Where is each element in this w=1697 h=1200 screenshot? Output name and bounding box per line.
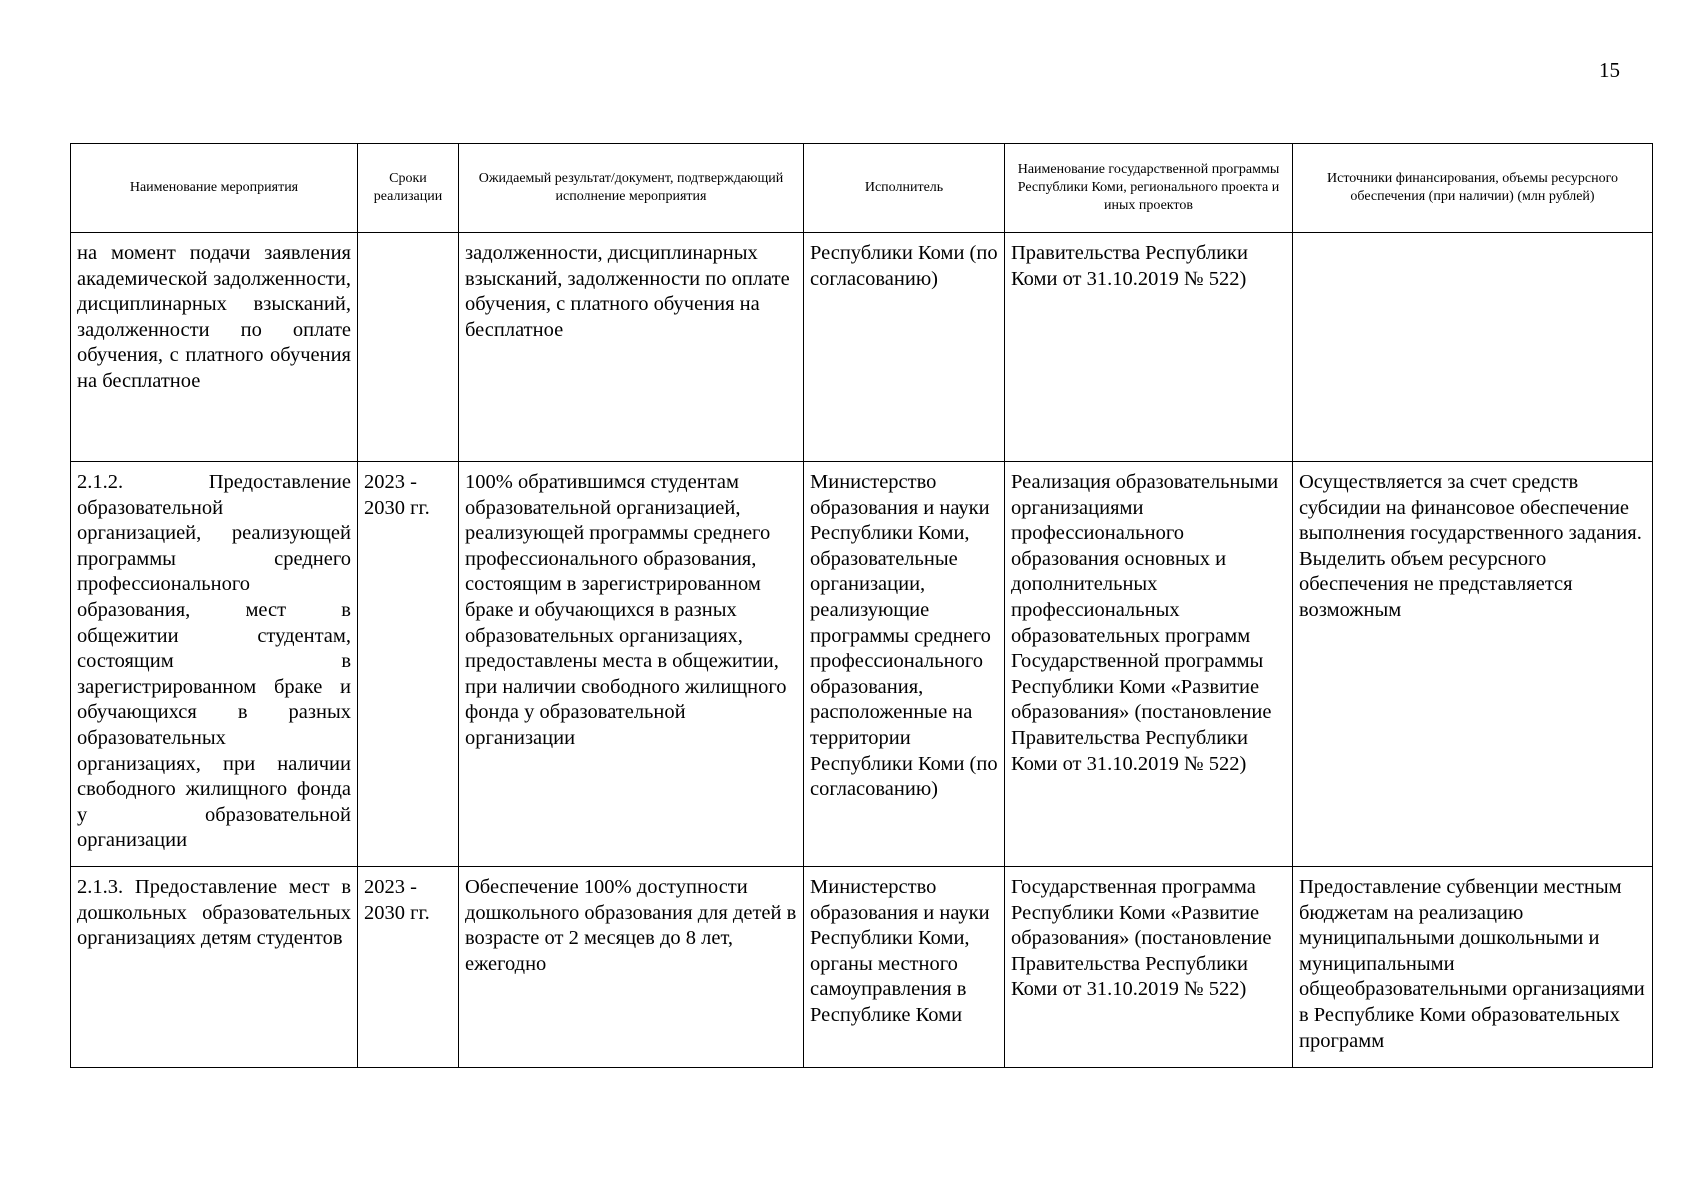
table-row [71, 233, 1653, 462]
table-row [71, 462, 1653, 867]
cell-financing: Предоставление субвенции местным бюджетам на реализацию муниципальными дошкольными и муниципальными общеобразовательными организациями в Республике Коми образовательных программ [1293, 867, 1653, 1068]
cell-result: 100% обратившимся студентам образовательной организацией, реализующей программы среднего профессионального образования, состоящим в зарегистрированном браке и обучающихся в разных образовательных организациях, предоставлены места в общежитии, при наличии свободного жилищного фонда у образовательной организации [459, 462, 804, 867]
action-plan-table [70, 143, 1653, 1068]
cell-period: 2023 - 2030 гг. [358, 462, 459, 867]
header-executor: Исполнитель [804, 144, 1005, 233]
cell-result: задолженности, дисциплинарных взысканий, задолженности по оплате обучения, с платного обучения на бесплатное [459, 233, 804, 462]
cell-executor: Министерство образования и науки Республики Коми, образовательные организации, реализующие программы среднего профессионального образования, расположенные на территории Республики Коми (по согласованию) [804, 462, 1005, 867]
header-period: Сроки реализации [358, 144, 459, 233]
cell-program: Правительства Республики Коми от 31.10.2019 № 522) [1005, 233, 1293, 462]
cell-executor: Республики Коми (по согласованию) [804, 233, 1005, 462]
cell-financing [1293, 233, 1653, 462]
cell-period [358, 233, 459, 462]
cell-activity: 2.1.3. Предоставление мест в дошкольных образовательных организациях детям студентов [71, 867, 358, 1068]
table-header-row [71, 144, 1653, 233]
table-row [71, 867, 1653, 1068]
cell-program: Государственная программа Республики Коми «Развитие образования» (постановление Правительства Республики Коми от 31.10.2019 № 522) [1005, 867, 1293, 1068]
header-financing: Источники финансирования, объемы ресурсного обеспечения (при наличии) (млн рублей) [1293, 144, 1653, 233]
cell-period: 2023 - 2030 гг. [358, 867, 459, 1068]
cell-result: Обеспечение 100% доступности дошкольного образования для детей в возрасте от 2 месяцев до 8 лет, ежегодно [459, 867, 804, 1068]
page-number: 15 [1599, 58, 1620, 82]
cell-activity: 2.1.2. Предоставление образовательной организацией, реализующей программы среднего профессионального образования, мест в общежитии студентам, состоящим в зарегистрированном браке и обучающихся в разных образовательных организациях, при наличии свободного жилищного фонда у образовательной организации [71, 462, 358, 867]
cell-activity: на момент подачи заявления академической задолженности, дисциплинарных взысканий, задолженности по оплате обучения, с платного обучения на бесплатное [71, 233, 358, 462]
cell-program: Реализация образовательными организациями профессионального образования основных и дополнительных профессиональных образовательных программ Государственной программы Республики Коми «Развитие образования» (постановление Правительства Республики Коми от 31.10.2019 № 522) [1005, 462, 1293, 867]
header-result: Ожидаемый результат/документ, подтверждающий исполнение мероприятия [459, 144, 804, 233]
cell-executor: Министерство образования и науки Республики Коми, органы местного самоуправления в Республике Коми [804, 867, 1005, 1068]
header-program: Наименование государственной программы Республики Коми, регионального проекта и иных проектов [1005, 144, 1293, 233]
header-activity: Наименование мероприятия [71, 144, 358, 233]
cell-financing: Осуществляется за счет средств субсидии на финансовое обеспечение выполнения государственного задания. Выделить объем ресурсного обеспечения не представляется возможным [1293, 462, 1653, 867]
